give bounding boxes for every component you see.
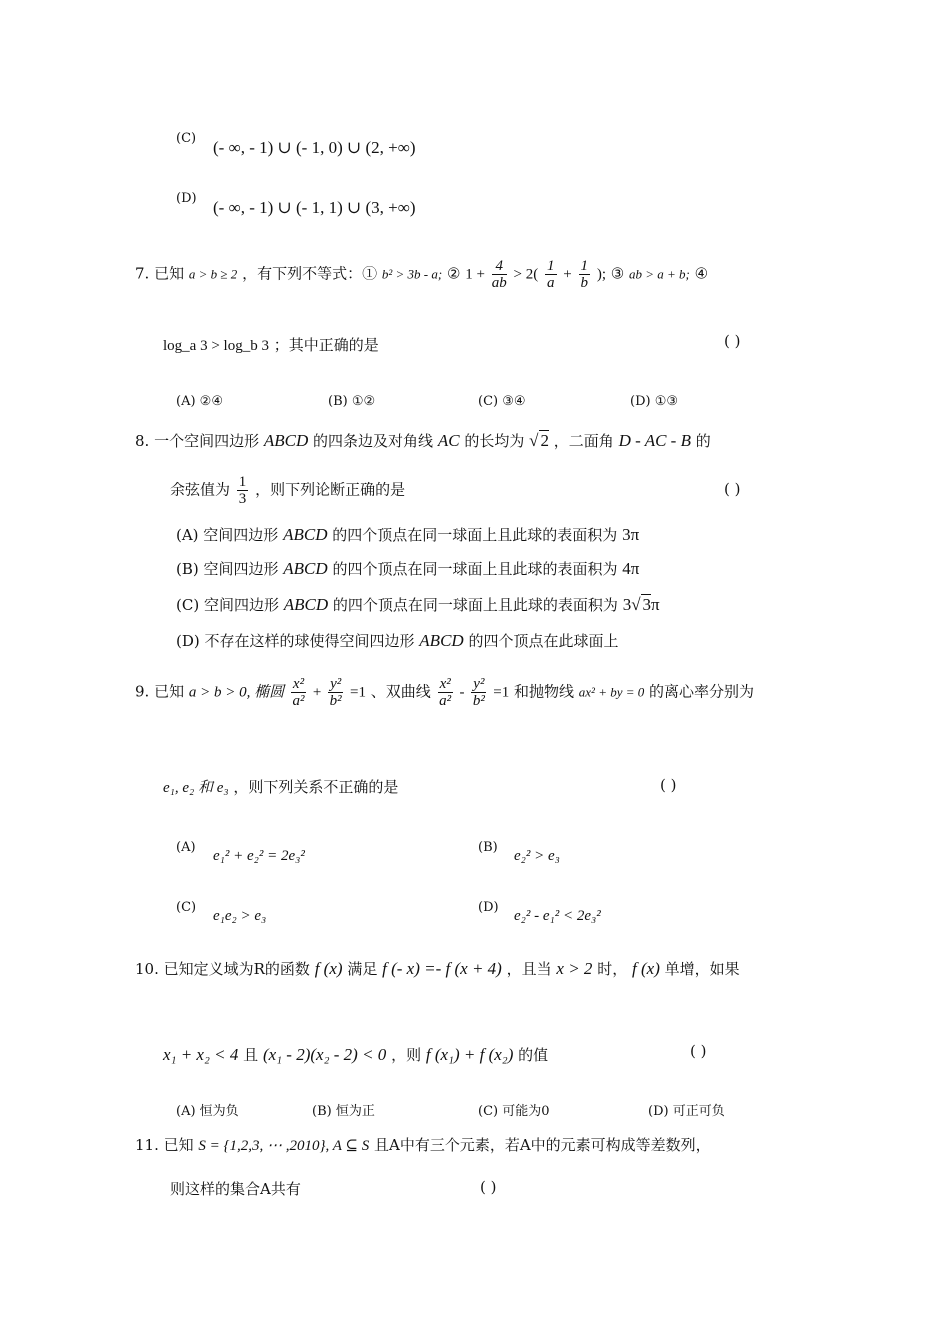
q7-line2 <box>163 334 379 355</box>
q9-option-c-math: e₁e₂ > e₃ <box>213 908 267 924</box>
q9-hyp-x-num: x² <box>439 676 451 692</box>
q10-when: ，且当 <box>506 960 552 978</box>
q9-option-b-math: e₂² > e₃ <box>514 848 560 864</box>
q8-text-b: 的四条边及对角线 <box>313 432 434 450</box>
q7-ineq2-mid: > 2( <box>513 266 539 283</box>
q9-line2 <box>163 776 398 797</box>
q8-option-a <box>176 524 639 545</box>
q7-frac2-den: b <box>580 275 589 291</box>
q7-line1 <box>135 258 708 291</box>
q7-ineq2-frac2 <box>579 258 591 291</box>
q7-ineq2-left: 1 + <box>465 266 485 283</box>
q7-option-b: (B) ①② <box>328 394 376 409</box>
q6-option-c-math: (- ∞, - 1) ∪ (- 1, 0) ∪ (2, +∞) <box>213 138 416 157</box>
q8-cos-frac <box>237 474 249 507</box>
q11-line1 <box>135 1134 711 1155</box>
q10-satisfy: 满足 <box>347 960 378 978</box>
q8-opt-b-val: 4π <box>622 559 640 578</box>
q7-text-a: 已知 <box>154 264 185 283</box>
q7-text-c: ② <box>447 264 461 283</box>
q8-line2-a: 余弦值为 <box>170 480 231 499</box>
q8-opt-c-abcd: ABCD <box>283 595 329 614</box>
q9-tail: 的离心率分别为 <box>649 682 755 701</box>
q8-option-c <box>176 594 660 615</box>
q9-line1 <box>135 676 754 709</box>
q8-opt-d-abcd: ABCD <box>419 631 464 650</box>
q8-opt-d-post: 的四个顶点在此球面上 <box>468 632 619 650</box>
q7-answer-paren: ( ) <box>724 332 741 350</box>
q8-text-c: 的长均为 <box>464 432 525 450</box>
q10-shi: 时， <box>597 960 628 978</box>
q9-option-b-label: (B) <box>478 840 498 855</box>
q7-option-d: (D) ①③ <box>630 394 679 409</box>
q10-answer-paren: ( ) <box>690 1042 707 1060</box>
q8-opt-c-pi: π <box>651 595 660 614</box>
q10-number: 10. 已知定义域为R的函数 <box>135 960 310 978</box>
q9-hyp-y-num: y² <box>473 676 485 692</box>
q8-dihedral: D - AC - B <box>618 431 691 450</box>
q8-option-b <box>176 558 639 579</box>
q7-ineq2-frac <box>492 258 507 291</box>
q8-text-e: 的 <box>695 432 711 450</box>
q7-frac1-den: a <box>547 275 555 291</box>
q8-opt-a-pre: (A) 空间四边形 <box>176 526 279 544</box>
q9-option-d-math: e₂² - e₁² < 2e₃² <box>514 908 601 924</box>
q9-ell-plus: + <box>312 684 322 701</box>
q10-line2-d: ，则 <box>391 1046 422 1064</box>
q7-text-d: ③ <box>610 264 625 283</box>
q7-ineq2-end: ); <box>596 266 606 283</box>
q9-cond: a > b > 0, 椭圆 <box>188 684 285 701</box>
q11-line2: 则这样的集合A共有 <box>170 1180 301 1198</box>
q9-hyp-minus: - <box>459 684 465 701</box>
q8-opt-c-pre: (C) 空间四边形 <box>176 596 279 614</box>
q8-opt-b-post: 的四个顶点在同一球面上且此球的表面积为 <box>332 560 618 578</box>
q8-line2 <box>170 474 405 507</box>
q7-ineq3: ab > a + b; <box>629 266 690 282</box>
q9-hyp-x-den: a² <box>439 693 452 709</box>
q6-option-c-label: (C) <box>176 131 197 146</box>
q8-ac: AC <box>437 431 460 450</box>
q6-option-d-label: (D) <box>176 191 197 206</box>
q7-ineq1: b² > 3b - a; <box>381 266 443 282</box>
q8-opt-a-val: 3π <box>622 525 640 544</box>
q9-hyp-x <box>438 676 453 709</box>
q10-line2-f: 的值 <box>518 1046 549 1064</box>
q6-option-c <box>176 128 196 146</box>
q10-option-c: (C) 可能为0 <box>478 1104 550 1119</box>
q9-option-c-label: (C) <box>176 900 197 915</box>
q9-ell-eq: =1 <box>350 684 366 701</box>
q9-ell-x <box>291 676 306 709</box>
q9-sep2: 和抛物线 <box>513 682 574 701</box>
q8-opt-a-post: 的四个顶点在同一球面上且此球的表面积为 <box>332 526 618 544</box>
q8-opt-a-abcd: ABCD <box>283 525 328 544</box>
q10-option-a: (A) 恒为负 <box>176 1104 239 1119</box>
q9-number: 9. 已知 <box>135 682 185 701</box>
q11-number: 11. 已知 <box>135 1136 194 1154</box>
q9-parabola: ax² + by = 0 <box>578 684 645 700</box>
q9-ell-y-num: y² <box>330 676 342 692</box>
q9-hyp-y <box>471 676 486 709</box>
q9-ell-y <box>328 676 343 709</box>
q8-opt-d-pre: (D) 不存在这样的球使得空间四边形 <box>176 632 415 650</box>
q9-answer-paren: ( ) <box>660 776 677 794</box>
q7-frac2-num: 1 <box>580 258 589 274</box>
q11-text: 且A中有三个元素，若A中的元素可构成等差数列， <box>374 1136 711 1154</box>
q10-line2 <box>163 1044 548 1065</box>
q7-ineq4: log_a 3 > log_b 3 <box>163 338 269 354</box>
q10-line2-e: f (x₁) + f (x₂) <box>425 1045 514 1064</box>
q7-cond: a > b ≥ 2 <box>188 266 238 282</box>
q9-option-a-math: e₁² + e₂² = 2e₃² <box>213 848 305 864</box>
q8-line2-b: ，则下列论断正确的是 <box>255 480 406 499</box>
q10-line1 <box>135 958 740 979</box>
q9-option-d-label: (D) <box>478 900 499 915</box>
q9-ell-x-den: a² <box>292 693 305 709</box>
q8-cos-den: 3 <box>238 491 247 507</box>
q10-line2-a: x₁ + x₂ < 4 <box>163 1045 239 1064</box>
q7-number: 7. <box>135 264 150 283</box>
q8-abcd: ABCD <box>263 431 309 450</box>
q8-option-d <box>176 630 618 651</box>
q7-text-b: ，有下列不等式：① <box>242 264 378 283</box>
q7-ineq2-plus: + <box>563 266 572 283</box>
q7-frac-den: ab <box>491 275 507 291</box>
q10-fx: f (x) <box>314 959 343 978</box>
q10-cond: x > 2 <box>556 959 593 978</box>
q6-option-d-math: (- ∞, - 1) ∪ (- 1, 1) ∪ (3, +∞) <box>213 198 416 217</box>
q7-option-c: (C) ③④ <box>478 394 526 409</box>
q9-ell-y-den: b² <box>329 693 342 709</box>
q8-opt-b-abcd: ABCD <box>283 559 328 578</box>
q10-line2-b: 且 <box>243 1046 259 1064</box>
q8-opt-c-rad: 3 <box>642 595 652 614</box>
q10-fx2: f (x) <box>632 959 660 978</box>
q8-text-d: ，二面角 <box>553 432 614 450</box>
q7-text-f: ；其中正确的是 <box>273 336 379 354</box>
q9-hyp-y-den: b² <box>472 693 485 709</box>
q9-option-a-label: (A) <box>176 840 196 855</box>
q9-ell-x-num: x² <box>292 676 305 692</box>
q6-option-d <box>176 188 197 206</box>
q10-inc: 单增，如果 <box>664 960 740 978</box>
q9-sep1: 、双曲线 <box>370 682 431 701</box>
q10-eq: f (- x) =- f (x + 4) <box>382 959 502 978</box>
q8-sqrt2-val: 2 <box>540 431 549 450</box>
q8-opt-c-post: 的四个顶点在同一球面上且此球的表面积为 <box>332 596 618 614</box>
q7-option-a: (A) ②④ <box>176 394 223 409</box>
q8-answer-paren: ( ) <box>724 480 741 498</box>
q11-answer-paren: ( ) <box>480 1178 497 1196</box>
q7-text-e: ④ <box>694 264 709 283</box>
q8-cos-num: 1 <box>238 474 247 490</box>
q8-text-a: 8. 一个空间四边形 <box>135 432 260 450</box>
q8-sqrt2: √ 2 <box>529 431 549 450</box>
q8-opt-c-val: 3√ 3π <box>622 595 660 614</box>
q11-set: S = {1,2,3, ⋯ ,2010}, A ⊆ S <box>198 1138 370 1154</box>
q9-line2-math: e₁, e₂ 和 e₃ <box>163 780 229 796</box>
q7-frac1-num: 1 <box>547 258 555 274</box>
q9-line2-text: ，则下列关系不正确的是 <box>233 778 399 796</box>
q10-line2-c: (x₁ - 2)(x₂ - 2) < 0 <box>262 1045 387 1064</box>
q10-option-b: (B) 恒为正 <box>312 1104 375 1119</box>
q8-line1 <box>135 430 711 451</box>
q7-ineq2-frac1 <box>545 258 557 291</box>
q9-hyp-eq: =1 <box>493 684 510 701</box>
q7-frac-num: 4 <box>492 258 507 275</box>
q10-option-d: (D) 可正可负 <box>648 1104 725 1119</box>
q8-opt-c-coef: 3 <box>622 595 632 614</box>
q8-opt-b-pre: (B) 空间四边形 <box>176 560 279 578</box>
